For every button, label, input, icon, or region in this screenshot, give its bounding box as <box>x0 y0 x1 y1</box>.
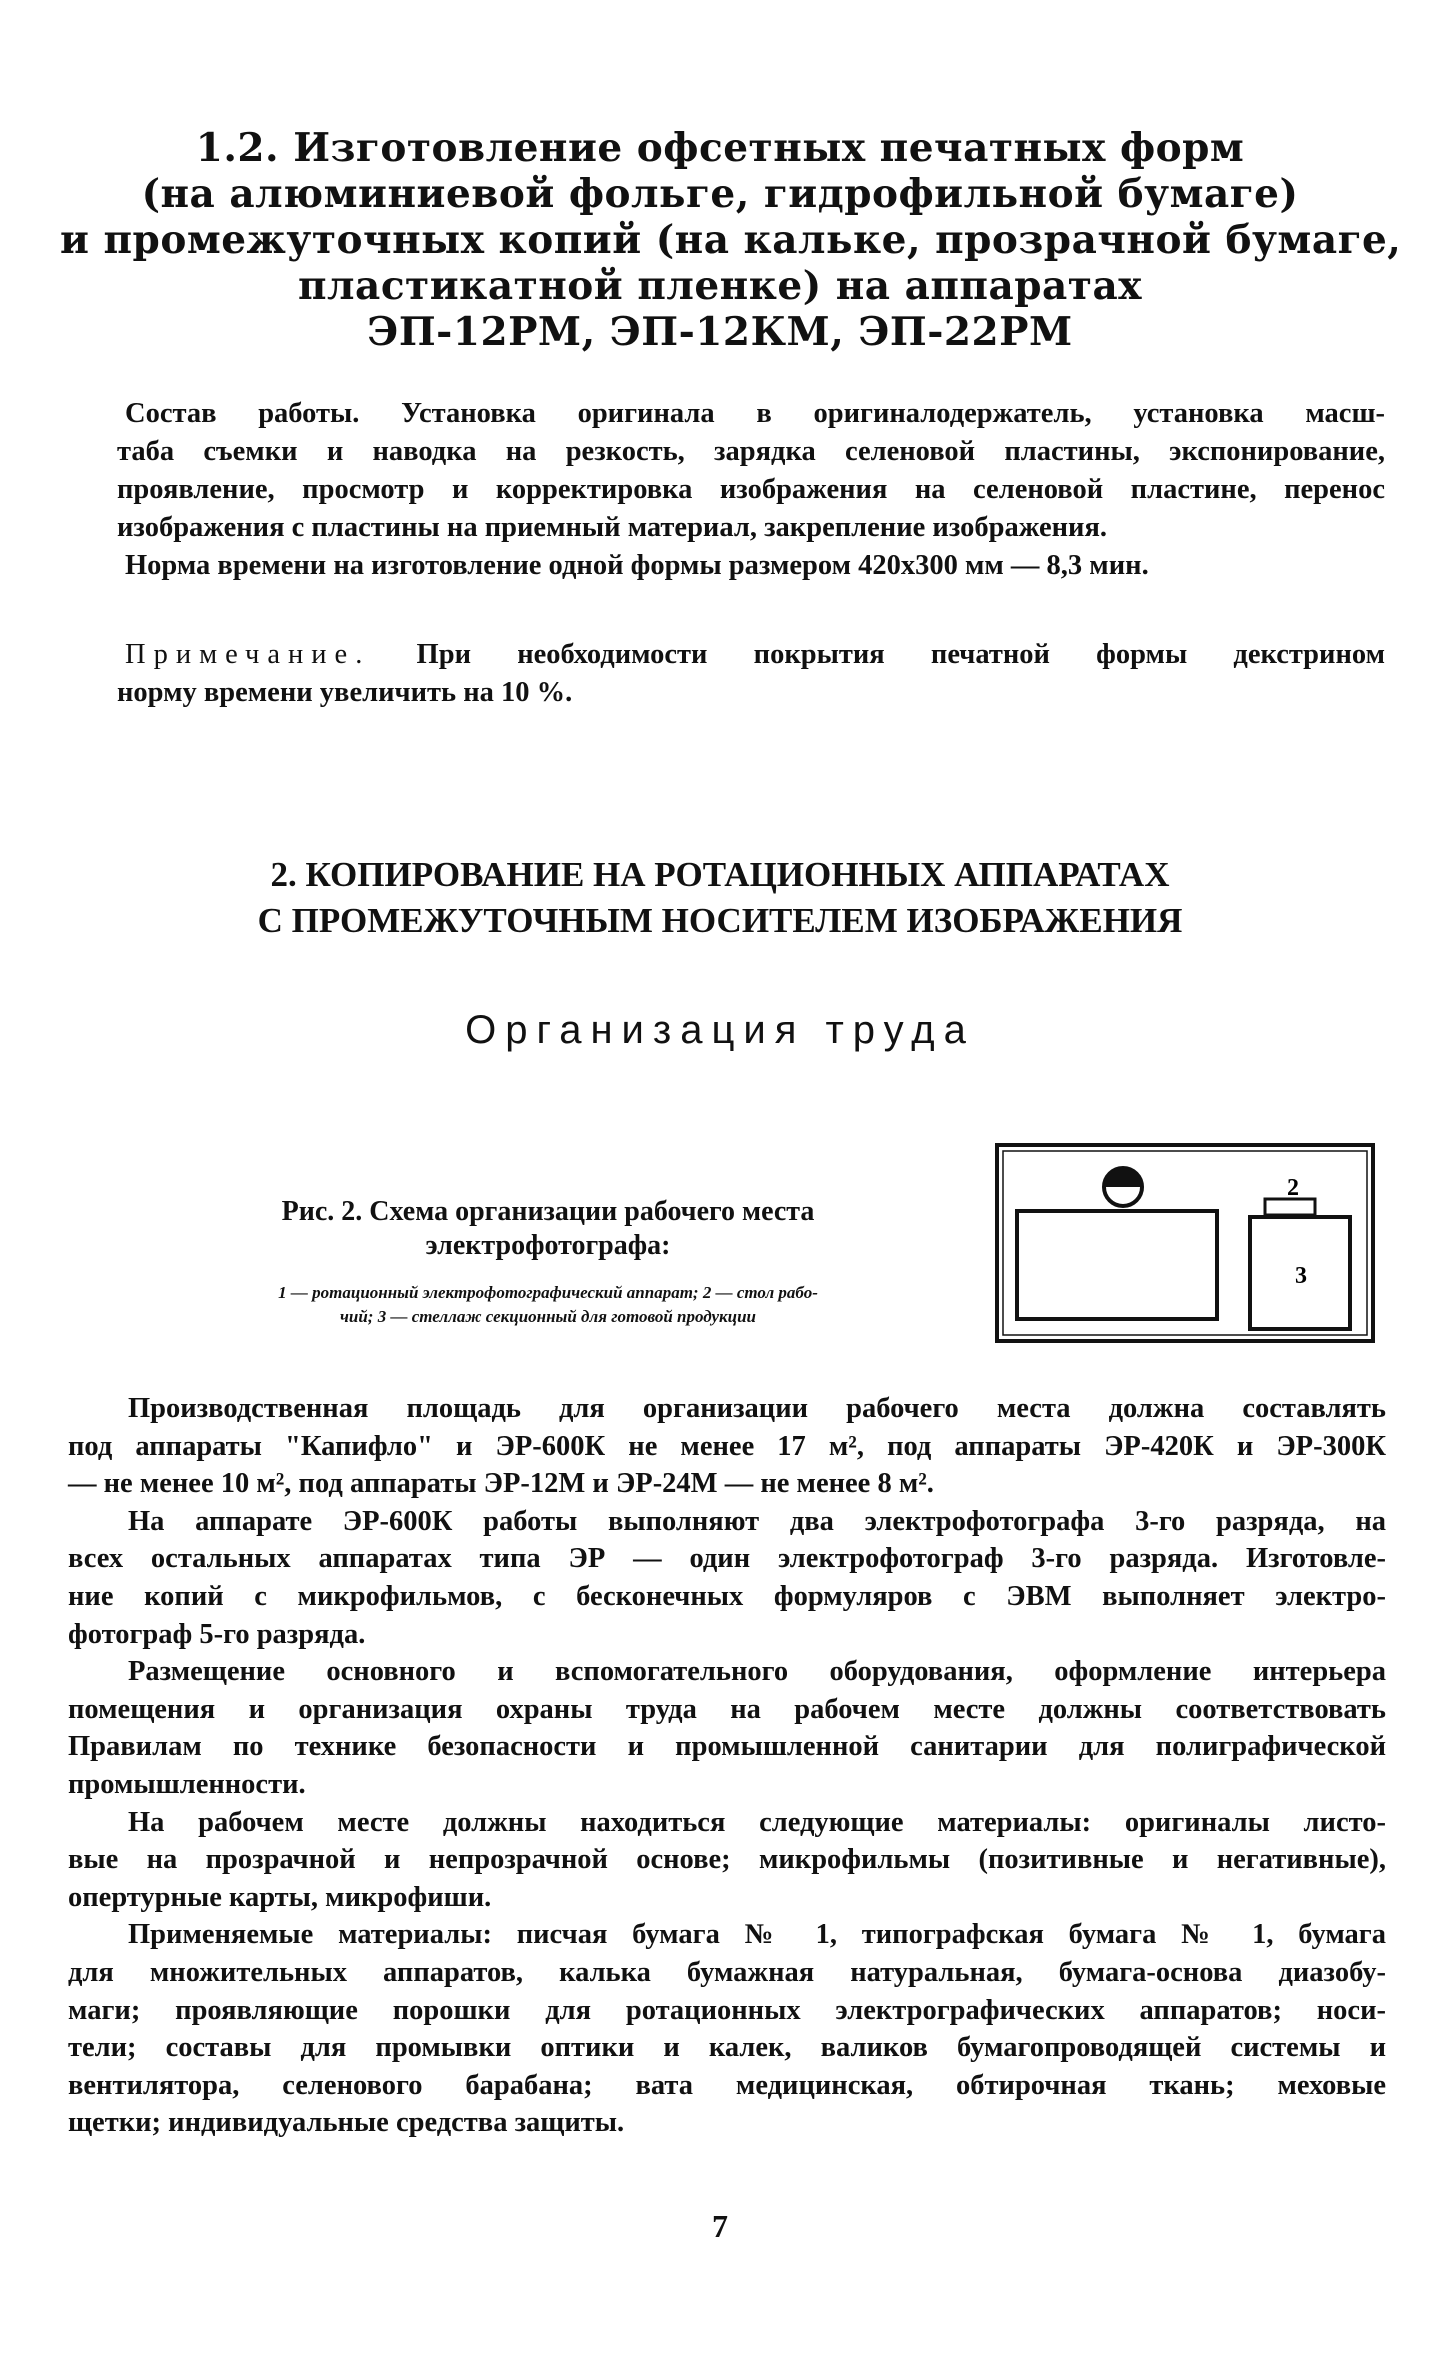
note-label: Примечание. <box>125 639 371 670</box>
paragraph <box>68 1503 1386 1653</box>
paragraph <box>68 1653 1386 1803</box>
figure-label: Рис. 2. <box>281 1196 363 1227</box>
text-line: вентилятора, селенового барабана; вата медицинская, обтирочная ткань; меховые <box>68 2069 1386 2101</box>
work-line: таба съемки и наводка на резкость, зарядка селеновой пластины, экспонирование, <box>117 436 1385 467</box>
norm-line: Норма времени на изготовление одной формы размером 420х300 мм — 8,3 мин. <box>125 550 1149 581</box>
note-line: норму времени увеличить на 10 %. <box>117 677 573 708</box>
room-outline <box>997 1145 1373 1341</box>
text-line: опертурные карты, микрофиши. <box>68 1881 492 1913</box>
text-line: фотограф 5-го разряда. <box>68 1618 366 1650</box>
title-line: ЭП-12РМ, ЭП-12КМ, ЭП-22РМ <box>367 309 1073 355</box>
legend-line: чий; 3 — стеллаж секционный для готовой продукции <box>339 1307 757 1326</box>
text-line: Применяемые материалы: писчая бумага № 1, типографская бумага № 1, бумага <box>128 1919 1386 1951</box>
text-line: На рабочем месте должны находиться следующие материалы: оригиналы листо- <box>128 1806 1386 1838</box>
body-text <box>68 1390 1386 2142</box>
text-line: — не менее 10 м², под аппараты ЭР-12М и ЭР-24М — не менее 8 м². <box>68 1468 934 1500</box>
figure-caption-line: электрофотографа: <box>425 1230 671 1261</box>
text-line: Правилам по технике безопасности и промышленной санитарии для полиграфической <box>68 1731 1386 1763</box>
work-composition-paragraph <box>117 395 1385 585</box>
figure-caption <box>168 1195 928 1329</box>
note-line: При необходимости покрытия печатной формы декстрином <box>416 639 1385 670</box>
apparatus-rect <box>1017 1211 1217 1319</box>
text-line <box>125 395 1385 433</box>
figure-caption-line: Схема организации рабочего места <box>369 1196 815 1227</box>
title-line: 2. КОПИРОВАНИЕ НА РОТАЦИОННЫХ АППАРАТАХ <box>270 855 1170 894</box>
text-line: Производственная площадь для организации рабочего места должна составлять <box>128 1393 1386 1424</box>
room-inner-outline <box>1003 1151 1367 1335</box>
organization-heading: Организация труда <box>465 1008 975 1052</box>
figure-legend <box>168 1281 928 1329</box>
text-line: ние копий с микрофильмов, с бесконечных формуляров с ЭВМ выполняет электро- <box>68 1580 1386 1612</box>
title-line: (на алюминиевой фольге, гидрофильной бумаге) <box>141 171 1299 217</box>
work-line: Установка оригинала в оригиналодержатель, установка масш- <box>401 398 1385 429</box>
text-line: щетки; индивидуальные средства защиты. <box>68 2107 625 2139</box>
workplace-diagram <box>995 1143 1375 1343</box>
text-line: маги; проявляющие порошки для ротационных электрографических аппаратов; носи- <box>68 1994 1386 2026</box>
text-line: вые на прозрачной и непрозрачной основе; микрофильмы (позитивные и негативные), <box>68 1844 1386 1876</box>
text-line: всех остальных аппаратах типа ЭР — один электрофотограф 3-го разряда. Изготовле- <box>68 1543 1386 1575</box>
label-two: 2 <box>1287 1175 1299 1201</box>
text-line: под аппараты "Капифло" и ЭР-600К не менее 17 м², под аппараты ЭР-420К и ЭР-300К <box>68 1430 1386 1462</box>
operator-icon <box>1104 1168 1142 1206</box>
title-line: 1.2. Изготовление офсетных печатных форм <box>195 125 1245 171</box>
paragraph <box>68 1804 1386 1917</box>
label-three: 3 <box>1295 1263 1307 1289</box>
workplace-diagram-svg <box>995 1143 1375 1343</box>
work-label: Состав работы. <box>125 398 360 429</box>
work-line: изображения с пластины на приемный материал, закрепление изображения. <box>117 512 1108 543</box>
section-1-2-title <box>60 125 1402 355</box>
text-line: тели; составы для промывки оптики и калек, валиков бумагопроводящей системы и <box>68 2032 1386 2064</box>
section-2-title <box>100 852 1340 944</box>
text-line: промышленности. <box>68 1768 306 1800</box>
figure-title <box>168 1195 928 1263</box>
title-line: С ПРОМЕЖУТОЧНЫМ НОСИТЕЛЕМ ИЗОБРАЖЕНИЯ <box>257 901 1183 940</box>
legend-line: 1 — ротационный электрофотографический аппарат; 2 — стол рабо- <box>278 1283 818 1302</box>
page-number: 7 <box>712 2208 728 2244</box>
title-line: и промежуточных копий (на кальке, прозрачной бумаге, <box>60 217 1402 263</box>
text-line: Размещение основного и вспомогательного оборудования, оформление интерьера <box>128 1656 1386 1688</box>
text-line: для множительных аппаратов, калька бумажная натуральная, бумага-основа диазобу- <box>68 1956 1386 1988</box>
text-line <box>125 636 1385 674</box>
text-line: На аппарате ЭР-600К работы выполняют два электрофотографа 3-го разряда, на <box>128 1505 1386 1537</box>
paragraph <box>68 1916 1386 2142</box>
work-line: проявление, просмотр и корректировка изображения на селеновой пластине, перенос <box>117 474 1385 505</box>
note-paragraph <box>117 636 1385 712</box>
table-rect <box>1265 1199 1315 1215</box>
paragraph <box>68 1390 1386 1503</box>
text-line: помещения и организация охраны труда на рабочем месте должны соответствовать <box>68 1693 1386 1725</box>
title-line: пластикатной пленке) на аппаратах <box>298 263 1142 309</box>
